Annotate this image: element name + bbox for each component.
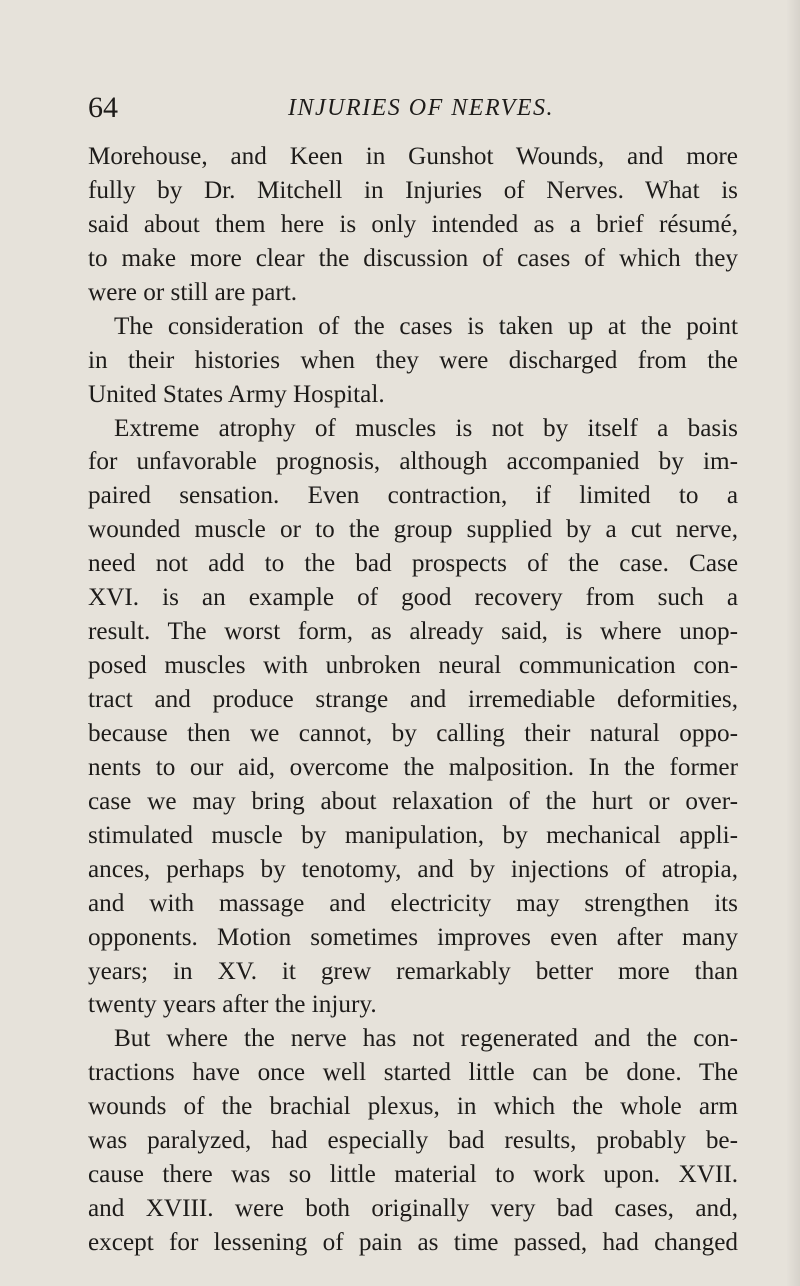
text-line: and XVIII. were both originally very bad cases, and, [88,1195,738,1223]
text-line: result. The worst form, as already said, is where unop- [88,618,738,646]
text-line: The consideration of the cases is taken up at the point [114,312,738,340]
text-line: were or still are part. [88,278,298,306]
paragraph [88,140,738,310]
body-text [88,140,738,1260]
text-line: United States Army Hospital. [88,380,385,408]
text-line: Extreme atrophy of muscles is not by itself a basis [114,414,738,442]
text-line: said about them here is only intended as a brief résumé, [88,210,738,238]
text-line: ances, perhaps by tenotomy, and by injections of atropia, [88,855,738,883]
text-line: was paralyzed, had especially bad results, probably be- [88,1127,738,1155]
running-head: INJURIES OF NERVES. [288,95,555,121]
text-line: for unfavorable prognosis, although accompanied by im- [88,448,738,476]
text-line: case we may bring about relaxation of the hurt or over- [88,787,738,815]
text-line: But where the nerve has not regenerated and the con- [114,1025,738,1053]
text-line: to make more clear the discussion of cases of which they [88,244,738,272]
page-number: 64 [88,91,118,124]
text-line: stimulated muscle by manipulation, by mechanical appli- [88,821,738,849]
text-line: and with massage and electricity may strengthen its [88,889,738,917]
text-line: opponents. Motion sometimes improves even after many [88,923,738,951]
text-line: Morehouse, and Keen in Gunshot Wounds, and more [88,143,738,170]
text-line: wounds of the brachial plexus, in which the whole arm [88,1093,738,1121]
text-line: fully by Dr. Mitchell in Injuries of Nerves. What is [88,176,738,204]
text-line: twenty years after the injury. [88,991,377,1019]
page-edge-shadow [786,0,800,1286]
paragraph [88,412,738,1023]
text-line: XVI. is an example of good recovery from such a [88,584,738,612]
page-header [88,90,738,126]
text-line: in their histories when they were discharged from the [88,346,738,374]
paragraph [88,1022,738,1260]
paragraph [88,310,738,412]
text-line: paired sensation. Even contraction, if limited to a [88,482,738,510]
text-line: need not add to the bad prospects of the case. Case [88,550,738,578]
text-line: wounded muscle or to the group supplied by a cut nerve, [88,516,738,544]
text-line: tract and produce strange and irremediable deformities, [88,686,738,713]
text-line: cause there was so little material to work upon. XVII. [88,1161,738,1189]
text-line: except for lessening of pain as time passed, had changed [88,1229,738,1256]
text-line: posed muscles with unbroken neural communication con- [88,652,738,680]
text-line: tractions have once well started little can be done. The [88,1059,738,1087]
text-line: nents to our aid, overcome the malposition. In the former [88,753,738,781]
text-line: because then we cannot, by calling their natural oppo- [88,719,738,747]
text-line: years; in XV. it grew remarkably better more than [88,957,738,985]
